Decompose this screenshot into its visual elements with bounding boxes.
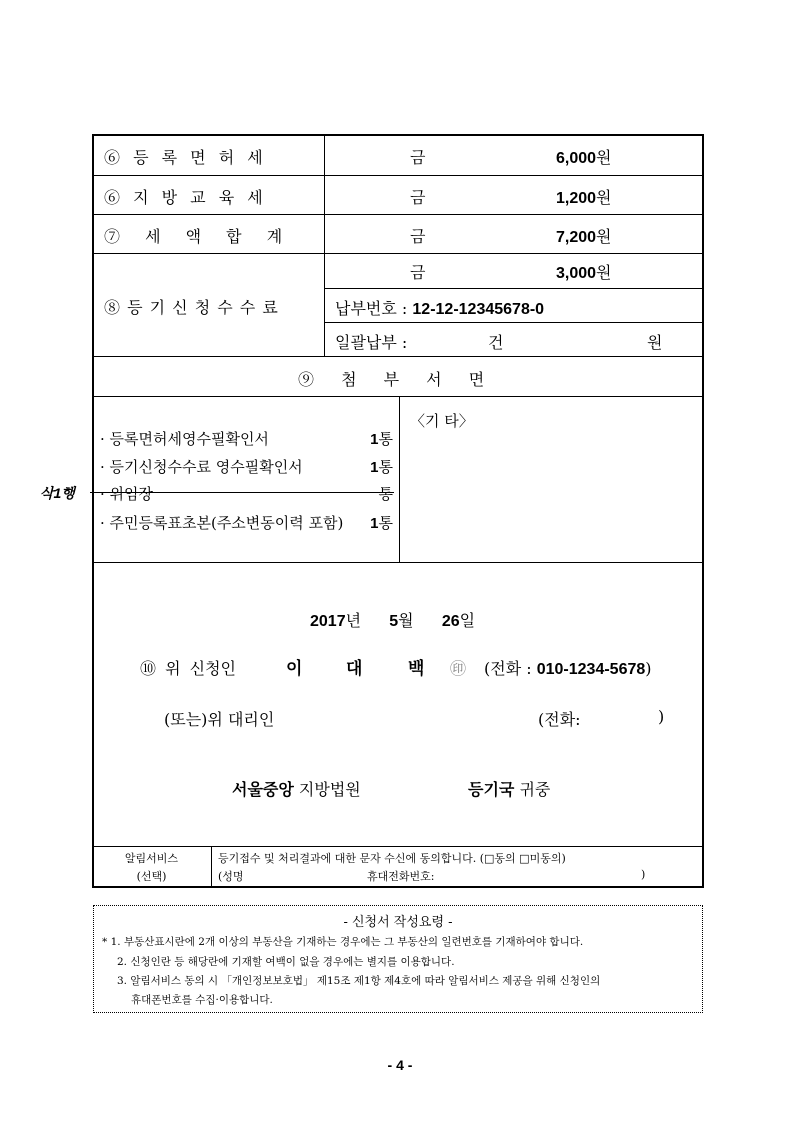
date-month: 5: [389, 613, 399, 630]
payment-number-row: [335, 296, 544, 319]
agent-phone-close: ): [658, 707, 665, 726]
guide-item: 2. 신청인란 등 해당란에 기재할 여백이 없을 경우에는 별지를 이용합니다.: [117, 956, 455, 968]
attachment-count-unit: 통: [378, 430, 393, 448]
attachment-item-deleted: [100, 483, 393, 504]
court-name: [232, 777, 361, 800]
applicant-name-3: 백: [408, 659, 425, 678]
table-left-border: [92, 134, 94, 888]
row-divider: [93, 356, 703, 357]
applicant-phone-close: ): [645, 659, 652, 678]
fee-label-total-tax: ⑦ 세 액 합 계: [104, 227, 283, 246]
row-divider: [93, 396, 703, 397]
fee-amount: [556, 224, 612, 247]
attachment-item: [100, 428, 393, 449]
attachment-item: [100, 456, 393, 477]
court-name-suffix: 지방법원: [298, 780, 361, 799]
applicant-name-1: 이: [286, 659, 303, 678]
deleted-line-mark: 삭1행: [40, 485, 75, 501]
bulk-payment-label: 일괄납부 :: [335, 333, 408, 352]
col-divider: [324, 135, 325, 356]
fee-amount-value: 7,200: [556, 229, 597, 246]
guide-item: * 1. 부동산표시란에 2개 이상의 부동산을 기재하는 경우에는 그 부동산의 일련번호를 기재하여야 합니다.: [102, 936, 584, 948]
date-day: 26: [441, 613, 460, 630]
agent-label: (또는)위 대리인: [164, 710, 275, 729]
attachment-item: [100, 512, 393, 533]
fee-prefix: 금: [410, 188, 426, 207]
guide-title: - 신청서 작성요령 -: [343, 915, 453, 930]
strikethrough-line: [90, 492, 394, 493]
date-year-unit: 년: [345, 611, 362, 630]
registry-fee-amount-value: 3,000: [556, 265, 597, 282]
applicant-phone-number: 010-1234-5678: [536, 661, 646, 678]
guide-item: 3. 알림서비스 동의 시 「개인정보보호법」 제15조 제1항 제4호에 따라 알림서비스 제공을 위해 신청인의: [117, 975, 601, 987]
fee-amount-value: 6,000: [556, 150, 597, 167]
page-number: - 4 -: [387, 1057, 413, 1073]
registry-fee-amount-unit: 원: [596, 263, 612, 282]
fee-amount-unit: 원: [596, 188, 612, 207]
applicant-label: ⑩ 위 신청인: [140, 659, 236, 678]
registry-fee-amount: [556, 260, 612, 283]
fee-prefix: 금: [410, 148, 426, 167]
fee-amount: [556, 185, 612, 208]
bulk-payment-amount-unit: 원: [647, 333, 663, 352]
notice-service-consent: 등기접수 및 처리결과에 대한 문자 수신에 동의합니다. (□동의 □미동의): [218, 852, 566, 865]
fee-amount-value: 1,200: [556, 190, 597, 207]
table-top-border: [92, 134, 704, 136]
applicant-name-2: 대: [346, 659, 363, 678]
date-year: 2017: [310, 613, 346, 630]
row-divider: [93, 846, 703, 847]
court-name-main: 서울중앙: [232, 782, 294, 799]
table-right-border: [702, 134, 704, 888]
attachment-count-value: 1: [370, 515, 379, 532]
row-divider: [93, 214, 703, 215]
attachment-name: · 주민등록표초본(주소변동이력 포함): [100, 514, 344, 532]
application-date: [310, 608, 475, 631]
table-bottom-border: [92, 886, 704, 888]
date-day-unit: 일: [459, 611, 476, 630]
attachments-header: ⑨ 첨 부 서 면: [298, 370, 485, 389]
attachment-count-unit: 통: [378, 485, 393, 503]
attachment-count-unit: 통: [378, 458, 393, 476]
notice-service-label: 알림서비스: [124, 852, 179, 865]
date-month-unit: 월: [398, 611, 414, 630]
row-divider: [93, 253, 703, 254]
guide-item: 휴대폰번호를 수집·이용합니다.: [131, 994, 273, 1006]
fee-amount-unit: 원: [596, 148, 612, 167]
col-divider: [211, 846, 212, 887]
court-office-suffix: 귀중: [519, 780, 551, 799]
attachment-count-unit: 통: [378, 514, 393, 532]
court-office: [468, 777, 550, 800]
attachment-name: · 등록면허세영수필확인서: [100, 430, 269, 448]
notice-service-phone-field: 휴대전화번호:: [367, 870, 435, 883]
row-divider: [324, 322, 703, 323]
seal-icon: ㊞: [450, 659, 467, 678]
court-office-main: 등기국: [468, 782, 515, 799]
agent-phone-label: (전화:: [538, 710, 581, 729]
applicant-phone-label: (전화 :: [484, 659, 532, 678]
attachment-name: · 위임장: [100, 485, 154, 503]
other-label: 〈기 타〉: [410, 412, 474, 430]
attachment-count: [370, 456, 393, 477]
fee-amount-unit: 원: [596, 227, 612, 246]
col-divider: [399, 396, 400, 562]
registry-fee-label: ⑧ 등 기 신 청 수 수 료: [104, 298, 278, 317]
fee-label-education-tax: ⑥ 지 방 교 육 세: [104, 188, 263, 207]
attachment-count: [370, 428, 393, 449]
attachment-name: · 등기신청수수료 영수필확인서: [100, 458, 303, 476]
attachment-count-value: 1: [370, 459, 379, 476]
registry-fee-prefix: 금: [410, 263, 426, 282]
row-divider: [93, 562, 703, 563]
payment-number-label: 납부번호 :: [335, 299, 408, 318]
attachment-count: [379, 483, 394, 504]
row-divider: [324, 288, 703, 289]
notice-service-close: ): [641, 868, 646, 881]
fee-prefix: 금: [410, 227, 426, 246]
payment-number-value: 12-12-12345678-0: [412, 301, 545, 318]
applicant-phone: [484, 656, 652, 679]
notice-service-optional: (선택): [136, 870, 167, 883]
fee-amount: [556, 145, 612, 168]
row-divider: [93, 175, 703, 176]
attachment-count: [370, 512, 393, 533]
notice-service-name-field: (성명: [218, 870, 244, 883]
fee-label-registration-tax: ⑥ 등 록 면 허 세: [104, 148, 263, 167]
bulk-payment-count-unit: 건: [488, 333, 504, 352]
attachment-count-value: 1: [370, 431, 379, 448]
